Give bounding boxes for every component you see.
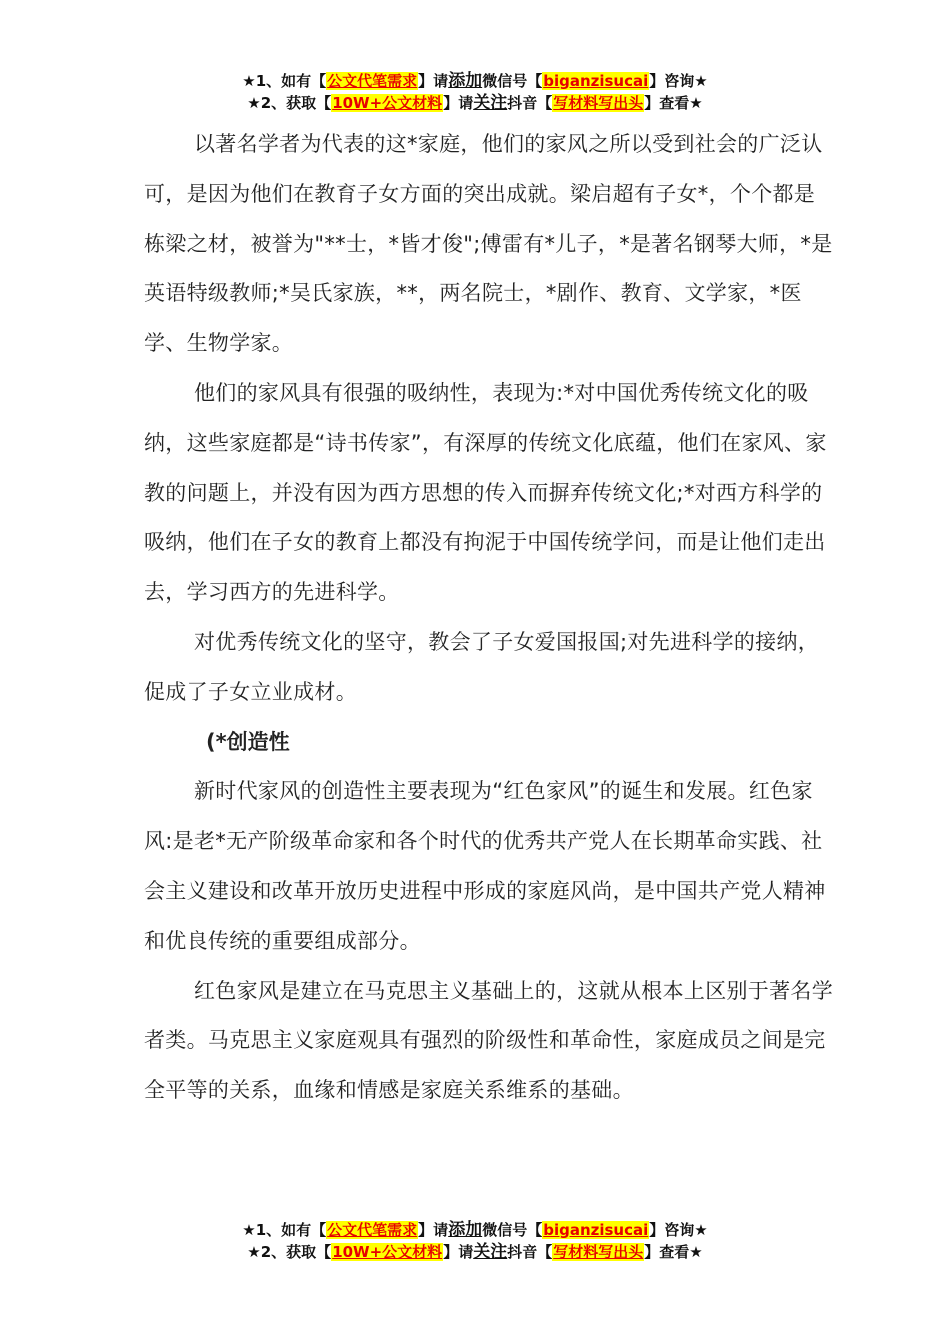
promo-line-2: ★2、获取【10W+公文材料】请关注抖音【写材料写出头】查看★: [247, 1242, 703, 1262]
document-body: [144, 120, 834, 1116]
promo-highlight: 公文代笔需求: [327, 1221, 418, 1239]
promo-banner-top: [0, 70, 950, 114]
paragraph-tradition-science: 对优秀传统文化的坚守，教会了子女爱国报国;对先进科学的接纳，促成了子女立业成材。: [144, 629, 820, 704]
wechat-id: biganzisucai: [543, 72, 649, 90]
wechat-id: biganzisucai: [543, 1221, 649, 1239]
paragraph-absorption: 他们的家风具有很强的吸纳性，表现为:*对中国优秀传统文化的吸纳，这些家庭都是“诗书传家”，有深厚的传统文化底蕴，他们在家风、家教的问题上，并没有因为西方思想的传入而摒弃传统文化;*对西方科学的吸纳，他们在子女的教育上都没有拘泥于中国传统学问，而是让他们走出去，学习西方的先进科学。: [144, 380, 827, 605]
promo-highlight: 10W+公文材料: [332, 1243, 443, 1261]
paragraph-red-family-style: 新时代家风的创造性主要表现为“红色家风”的诞生和发展。红色家风:是老*无产阶级革命家和各个时代的优秀共产党人在长期革命实践、社会主义建设和改革开放历史进程中形成的家庭风尚，是中国共产党人精神和优良传统的重要组成部分。: [144, 779, 826, 953]
douyin-account: 写材料写出头: [553, 94, 644, 112]
promo-highlight: 10W+公文材料: [332, 94, 443, 112]
promo-banner-bottom: [0, 1219, 950, 1263]
promo-line-2: ★2、获取【10W+公文材料】请关注抖音【写材料写出头】查看★: [247, 93, 703, 113]
promo-line-1: ★1、如有【公文代笔需求】请添加微信号【biganzisucai】咨询★: [242, 1220, 708, 1240]
paragraph-scholar-families: 以著名学者为代表的这*家庭，他们的家风之所以受到社会的广泛认可，是因为他们在教育子女方面的突出成就。梁启超有子女*，个个都是栋梁之材，被誉为"**士，*皆才俊";傅雷有*儿子，*是著名钢琴大师，*是英语特级教师;*吴氏家族，**，两名院士，*剧作、教育、文学家，*医学、生物学家。: [144, 132, 833, 356]
paragraph-marxism-basis: 红色家风是建立在马克思主义基础上的，这就从根本上区别于著名学者类。马克思主义家庭观具有强烈的阶级性和革命性，家庭成员之间是完全平等的关系，血缘和情感是家庭关系维系的基础。: [144, 978, 833, 1103]
promo-line-1: ★1、如有【公文代笔需求】请添加微信号【biganzisucai】咨询★: [242, 71, 708, 91]
promo-highlight: 公文代笔需求: [327, 72, 418, 90]
section-heading-creativity: (*创造性: [206, 729, 290, 754]
douyin-account: 写材料写出头: [553, 1243, 644, 1261]
